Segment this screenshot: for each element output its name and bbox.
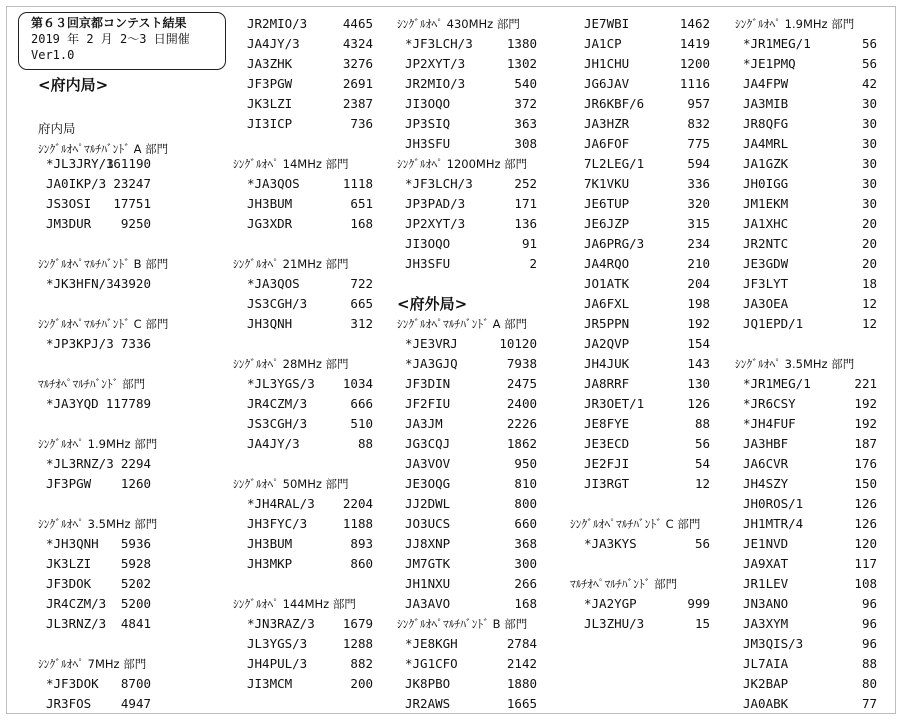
- score: 5928: [120, 556, 151, 571]
- score: 665: [350, 296, 373, 311]
- score: 154: [687, 336, 710, 351]
- callsign: JA6FXL: [584, 296, 630, 311]
- score: 234: [687, 236, 710, 251]
- callsign: JA3VOV: [405, 456, 451, 471]
- score: 192: [854, 396, 877, 411]
- score: 308: [514, 136, 537, 151]
- score: 1260: [120, 476, 151, 491]
- callsign: JI3OQO: [405, 236, 451, 251]
- callsign: JE1NVD: [743, 536, 789, 551]
- score: 540: [514, 76, 537, 91]
- category-header: ｼﾝｸﾞﾙｵﾍﾟ 1.9MHz 部門: [38, 437, 158, 451]
- callsign: JI3ICP: [247, 116, 293, 131]
- callsign: JA3ZHK: [247, 56, 293, 71]
- callsign: JS3CGH/3: [247, 416, 308, 431]
- callsign: JR1LEV: [743, 576, 789, 591]
- score: 882: [350, 656, 373, 671]
- callsign: JA4RQO: [584, 256, 630, 271]
- category-header: ｼﾝｸﾞﾙｵﾍﾟ 21MHz 部門: [233, 257, 349, 271]
- score: 1665: [506, 696, 537, 711]
- callsign: JR2MIO/3: [247, 16, 308, 31]
- score: 56: [861, 36, 877, 51]
- score: 336: [687, 176, 710, 191]
- score: 187: [854, 436, 877, 451]
- score: 168: [514, 596, 537, 611]
- score: 30: [861, 96, 877, 111]
- score: 88: [357, 436, 373, 451]
- callsign: JK3LZI: [46, 556, 92, 571]
- score: 2475: [506, 376, 537, 391]
- callsign: *JH3QNH: [46, 536, 99, 551]
- callsign: 7K1VKU: [584, 176, 630, 191]
- score: 23247: [113, 176, 151, 191]
- callsign: JH3FYC/3: [247, 516, 308, 531]
- callsign: JJ8XNP: [405, 536, 451, 551]
- score: 126: [854, 516, 877, 531]
- score: 8700: [120, 676, 151, 691]
- callsign: JJ2DWL: [405, 496, 451, 511]
- callsign: JR4CZM/3: [247, 396, 308, 411]
- callsign: JR4CZM/3: [46, 596, 107, 611]
- callsign: JA4JY/3: [247, 36, 300, 51]
- callsign: 7L2LEG/1: [584, 156, 645, 171]
- score: 130: [687, 376, 710, 391]
- callsign: JA4MRL: [743, 136, 789, 151]
- score: 120: [854, 536, 877, 551]
- score: 1419: [679, 36, 710, 51]
- callsign: JI3MCM: [247, 676, 293, 691]
- callsign: *JE1PMQ: [743, 56, 796, 71]
- score: 1880: [506, 676, 537, 691]
- score: 1116: [679, 76, 710, 91]
- callsign: JM3QIS/3: [743, 636, 804, 651]
- score: 198: [687, 296, 710, 311]
- score: 30: [861, 136, 877, 151]
- callsign: *JA3YQD: [46, 396, 99, 411]
- callsign: JE8FYE: [584, 416, 630, 431]
- callsign: JK8PBO: [405, 676, 451, 691]
- score: 96: [861, 636, 877, 651]
- callsign: JA0ABK: [743, 696, 789, 711]
- category-header: ｼﾝｸﾞﾙｵﾍﾟ 50MHz 部門: [233, 477, 349, 491]
- callsign: JA3XYM: [743, 616, 789, 631]
- score: 20: [861, 236, 877, 251]
- callsign: *JP3KPJ/3: [46, 336, 114, 351]
- score: 722: [350, 276, 373, 291]
- callsign: JK3LZI: [247, 96, 293, 111]
- score: 91: [521, 236, 537, 251]
- callsign: JH4SZY: [743, 476, 789, 491]
- callsign: *JA3KYS: [584, 536, 637, 551]
- callsign: JE6TUP: [584, 196, 630, 211]
- callsign: JR6KBF/6: [584, 96, 645, 111]
- score: 5936: [120, 536, 151, 551]
- callsign: JA1GZK: [743, 156, 789, 171]
- score: 126: [687, 396, 710, 411]
- callsign: JR2MIO/3: [405, 76, 466, 91]
- score: 2387: [342, 96, 373, 111]
- score: 221: [854, 376, 877, 391]
- callsign: JF3PGW: [247, 76, 293, 91]
- callsign: JS3OSI: [46, 196, 92, 211]
- score: 300: [514, 556, 537, 571]
- score: 594: [687, 156, 710, 171]
- callsign: JF3DIN: [405, 376, 451, 391]
- callsign: *JH4FUF: [743, 416, 796, 431]
- score: 200: [350, 676, 373, 691]
- callsign: *JA2YGP: [584, 596, 637, 611]
- callsign: JE3OQG: [405, 476, 451, 491]
- callsign: JH3SFU: [405, 136, 451, 151]
- category-header: ｼﾝｸﾞﾙｵﾍﾟ 1.9MHz 部門: [735, 17, 855, 31]
- callsign: JA2QVP: [584, 336, 630, 351]
- callsign: JA1CP: [584, 36, 622, 51]
- score: 4465: [342, 16, 373, 31]
- callsign: JA6FOF: [584, 136, 630, 151]
- callsign: JR3FOS: [46, 696, 92, 711]
- callsign: JM7GTK: [405, 556, 451, 571]
- callsign: JL3YGS/3: [247, 636, 308, 651]
- callsign: JP3PAD/3: [405, 196, 466, 211]
- callsign: JH1MTR/4: [743, 516, 804, 531]
- score: 3276: [342, 56, 373, 71]
- callsign: *JL3RNZ/3: [46, 456, 114, 471]
- score: 96: [861, 616, 877, 631]
- category-header: ｼﾝｸﾞﾙｵﾍﾟ 3.5MHz 部門: [735, 357, 855, 371]
- callsign: JN3ANO: [743, 596, 789, 611]
- callsign: JH3BUM: [247, 536, 293, 551]
- score: 2142: [506, 656, 537, 671]
- score: 150: [854, 476, 877, 491]
- callsign: JH0ROS/1: [743, 496, 804, 511]
- callsign: JP3SIQ: [405, 116, 451, 131]
- score: 651: [350, 196, 373, 211]
- score: 168: [350, 216, 373, 231]
- score: 12: [861, 316, 877, 331]
- callsign: *JR1MEG/1: [743, 376, 811, 391]
- contest-date: 2019 年 2 月 2～3 日開催: [31, 32, 190, 46]
- score: 2400: [506, 396, 537, 411]
- score: 12: [861, 296, 877, 311]
- callsign: JE3GDW: [743, 256, 789, 271]
- callsign: JH3BUM: [247, 196, 293, 211]
- callsign: JR3OET/1: [584, 396, 645, 411]
- score: 210: [687, 256, 710, 271]
- score: 4947: [120, 696, 151, 711]
- category-header: ｼﾝｸﾞﾙｵﾍﾟﾏﾙﾁﾊﾞﾝﾄﾞ C 部門: [570, 517, 701, 531]
- callsign: *JE3VRJ: [405, 336, 458, 351]
- callsign: *JF3DOK: [46, 676, 99, 691]
- callsign: JG3XDR: [247, 216, 293, 231]
- callsign: JR2AWS: [405, 696, 451, 711]
- callsign: JI3OQO: [405, 96, 451, 111]
- score: 660: [514, 516, 537, 531]
- score: 80: [861, 676, 877, 691]
- score: 893: [350, 536, 373, 551]
- callsign: JH3MKP: [247, 556, 293, 571]
- category-header: ﾏﾙﾁｵﾍﾟﾏﾙﾁﾊﾞﾝﾄﾞ 部門: [38, 377, 146, 391]
- category-header: ｼﾝｸﾞﾙｵﾍﾟ 430MHz 部門: [397, 17, 520, 31]
- callsign: JG3CQJ: [405, 436, 451, 451]
- score: 1188: [342, 516, 373, 531]
- callsign: JK2BAP: [743, 676, 789, 691]
- score: 18: [861, 276, 877, 291]
- callsign: JA0IKP/3: [46, 176, 107, 191]
- callsign: JE6JZP: [584, 216, 630, 231]
- score: 1679: [342, 616, 373, 631]
- score: 143: [687, 356, 710, 371]
- score: 56: [861, 56, 877, 71]
- category-header: ﾏﾙﾁｵﾍﾟﾏﾙﾁﾊﾞﾝﾄﾞ 部門: [570, 577, 678, 591]
- callsign: *JL3JRY/3: [46, 156, 114, 171]
- callsign: JA8RRF: [584, 376, 630, 391]
- callsign: *JK3HFN/3: [46, 276, 114, 291]
- callsign: *JL3YGS/3: [247, 376, 315, 391]
- score: 800: [514, 496, 537, 511]
- score: 1462: [679, 16, 710, 31]
- callsign: JH3SFU: [405, 256, 451, 271]
- score: 7938: [506, 356, 537, 371]
- category-header: ｼﾝｸﾞﾙｵﾍﾟﾏﾙﾁﾊﾞﾝﾄﾞ B 部門: [38, 257, 169, 271]
- score: 1862: [506, 436, 537, 451]
- score: 315: [687, 216, 710, 231]
- callsign: JE7WBI: [584, 16, 630, 31]
- score: 17751: [113, 196, 151, 211]
- callsign: JA3MIB: [743, 96, 789, 111]
- callsign: *JR1MEG/1: [743, 36, 811, 51]
- score: 666: [350, 396, 373, 411]
- callsign: JS3CGH/3: [247, 296, 308, 311]
- category-header: ｼﾝｸﾞﾙｵﾍﾟ 28MHz 部門: [233, 357, 349, 371]
- callsign: JA4FPW: [743, 76, 789, 91]
- score: 5200: [120, 596, 151, 611]
- score: 12: [694, 476, 710, 491]
- score: 2204: [342, 496, 373, 511]
- callsign: JA1XHC: [743, 216, 789, 231]
- category-header: ｼﾝｸﾞﾙｵﾍﾟﾏﾙﾁﾊﾞﾝﾄﾞ A 部門: [38, 142, 169, 156]
- category-header: ｼﾝｸﾞﾙｵﾍﾟ 14MHz 部門: [233, 157, 349, 171]
- score: 5202: [120, 576, 151, 591]
- callsign: JH3QNH: [247, 316, 293, 331]
- score: 204: [687, 276, 710, 291]
- section-title: <府内局>: [38, 76, 109, 94]
- callsign: JR2NTC: [743, 236, 789, 251]
- score: 77: [861, 696, 877, 711]
- section-title: <府外局>: [397, 295, 468, 313]
- callsign: JQ1EPD/1: [743, 316, 804, 331]
- category-header: ｼﾝｸﾞﾙｵﾍﾟﾏﾙﾁﾊﾞﾝﾄﾞ B 部門: [397, 617, 528, 631]
- category-header: ｼﾝｸﾞﾙｵﾍﾟ 1200MHz 部門: [397, 157, 528, 171]
- score: 266: [514, 576, 537, 591]
- callsign: JA6CVR: [743, 456, 789, 471]
- score: 736: [350, 116, 373, 131]
- callsign: *JN3RAZ/3: [247, 616, 315, 631]
- callsign: JH1CHU: [584, 56, 630, 71]
- callsign: JF2FIU: [405, 396, 451, 411]
- callsign: JM1EKM: [743, 196, 789, 211]
- score: 2784: [506, 636, 537, 651]
- score: 108: [854, 576, 877, 591]
- score: 10120: [499, 336, 537, 351]
- callsign: JE3ECD: [584, 436, 630, 451]
- callsign: JF3LYT: [743, 276, 789, 291]
- score: 56: [694, 536, 710, 551]
- callsign: JG6JAV: [584, 76, 630, 91]
- score: 56: [694, 436, 710, 451]
- score: 117789: [105, 396, 151, 411]
- title-box: [18, 12, 226, 70]
- category-header: ｼﾝｸﾞﾙｵﾍﾟ 3.5MHz 部門: [38, 517, 158, 531]
- callsign: JA3HZR: [584, 116, 630, 131]
- callsign: JI3RGT: [584, 476, 630, 491]
- score: 950: [514, 456, 537, 471]
- callsign: JR8QFG: [743, 116, 789, 131]
- score: 832: [687, 116, 710, 131]
- score: 88: [694, 416, 710, 431]
- callsign: *JG1CFO: [405, 656, 458, 671]
- callsign: *JE8KGH: [405, 636, 458, 651]
- callsign: JA4JY/3: [247, 436, 300, 451]
- category-header: ｼﾝｸﾞﾙｵﾍﾟ 144MHz 部門: [233, 597, 356, 611]
- callsign: JP2XYT/3: [405, 56, 466, 71]
- score: 161190: [105, 156, 151, 171]
- score: 2294: [120, 456, 151, 471]
- score: 15: [694, 616, 710, 631]
- score: 126: [854, 496, 877, 511]
- score: 252: [514, 176, 537, 191]
- score: 1288: [342, 636, 373, 651]
- callsign: *JA3QOS: [247, 276, 300, 291]
- callsign: *JA3GJQ: [405, 356, 458, 371]
- score: 999: [687, 596, 710, 611]
- score: 88: [861, 656, 877, 671]
- version-label: Ver1.0: [31, 48, 75, 62]
- score: 9250: [120, 216, 151, 231]
- score: 54: [694, 456, 710, 471]
- score: 42: [861, 76, 877, 91]
- score: 810: [514, 476, 537, 491]
- score: 96: [861, 596, 877, 611]
- score: 312: [350, 316, 373, 331]
- callsign: JL3ZHU/3: [584, 616, 645, 631]
- callsign: JA3OEA: [743, 296, 789, 311]
- score: 320: [687, 196, 710, 211]
- callsign: JA3AVO: [405, 596, 451, 611]
- callsign: JA3HBF: [743, 436, 789, 451]
- callsign: JL7AIA: [743, 656, 789, 671]
- score: 1118: [342, 176, 373, 191]
- score: 860: [350, 556, 373, 571]
- score: 30: [861, 176, 877, 191]
- callsign: JA6PRG/3: [584, 236, 645, 251]
- score: 1034: [342, 376, 373, 391]
- score: 171: [514, 196, 537, 211]
- callsign: JR5PPN: [584, 316, 630, 331]
- callsign: *JF3LCH/3: [405, 176, 473, 191]
- callsign: JH4PUL/3: [247, 656, 308, 671]
- score: 192: [854, 416, 877, 431]
- callsign: JA3JM: [405, 416, 443, 431]
- score: 368: [514, 536, 537, 551]
- score: 4841: [120, 616, 151, 631]
- category-header: ｼﾝｸﾞﾙｵﾍﾟﾏﾙﾁﾊﾞﾝﾄﾞ C 部門: [38, 317, 169, 331]
- callsign: JP2XYT/3: [405, 216, 466, 231]
- callsign: JM3DUR: [46, 216, 92, 231]
- score: 43920: [113, 276, 151, 291]
- score: 2: [529, 256, 537, 271]
- callsign: JL3RNZ/3: [46, 616, 107, 631]
- score: 2226: [506, 416, 537, 431]
- callsign: JO3UCS: [405, 516, 451, 531]
- score: 7336: [120, 336, 151, 351]
- score: 1380: [506, 36, 537, 51]
- score: 510: [350, 416, 373, 431]
- callsign: JO1ATK: [584, 276, 630, 291]
- contest-title: 第６３回京都コンテスト結果: [31, 16, 187, 30]
- callsign: JH1NXU: [405, 576, 451, 591]
- callsign: JH4JUK: [584, 356, 630, 371]
- score: 4324: [342, 36, 373, 51]
- callsign: JF3DOK: [46, 576, 92, 591]
- score: 1302: [506, 56, 537, 71]
- score: 1200: [679, 56, 710, 71]
- score: 176: [854, 456, 877, 471]
- callsign: JF3PGW: [46, 476, 92, 491]
- callsign: *JH4RAL/3: [247, 496, 315, 511]
- score: 775: [687, 136, 710, 151]
- score: 2691: [342, 76, 373, 91]
- score: 192: [687, 316, 710, 331]
- subsection-title: 府内局: [38, 121, 76, 136]
- score: 363: [514, 116, 537, 131]
- callsign: *JA3QOS: [247, 176, 300, 191]
- category-header: ｼﾝｸﾞﾙｵﾍﾟﾏﾙﾁﾊﾞﾝﾄﾞ A 部門: [397, 317, 528, 331]
- score: 30: [861, 196, 877, 211]
- score: 117: [854, 556, 877, 571]
- score: 30: [861, 116, 877, 131]
- callsign: *JF3LCH/3: [405, 36, 473, 51]
- score: 20: [861, 256, 877, 271]
- score: 20: [861, 216, 877, 231]
- score: 30: [861, 156, 877, 171]
- callsign: JH0IGG: [743, 176, 789, 191]
- score: 372: [514, 96, 537, 111]
- callsign: JA9XAT: [743, 556, 789, 571]
- category-header: ｼﾝｸﾞﾙｵﾍﾟ 7MHz 部門: [38, 657, 147, 671]
- callsign: JE2FJI: [584, 456, 630, 471]
- callsign: *JR6CSY: [743, 396, 796, 411]
- score: 136: [514, 216, 537, 231]
- score: 957: [687, 96, 710, 111]
